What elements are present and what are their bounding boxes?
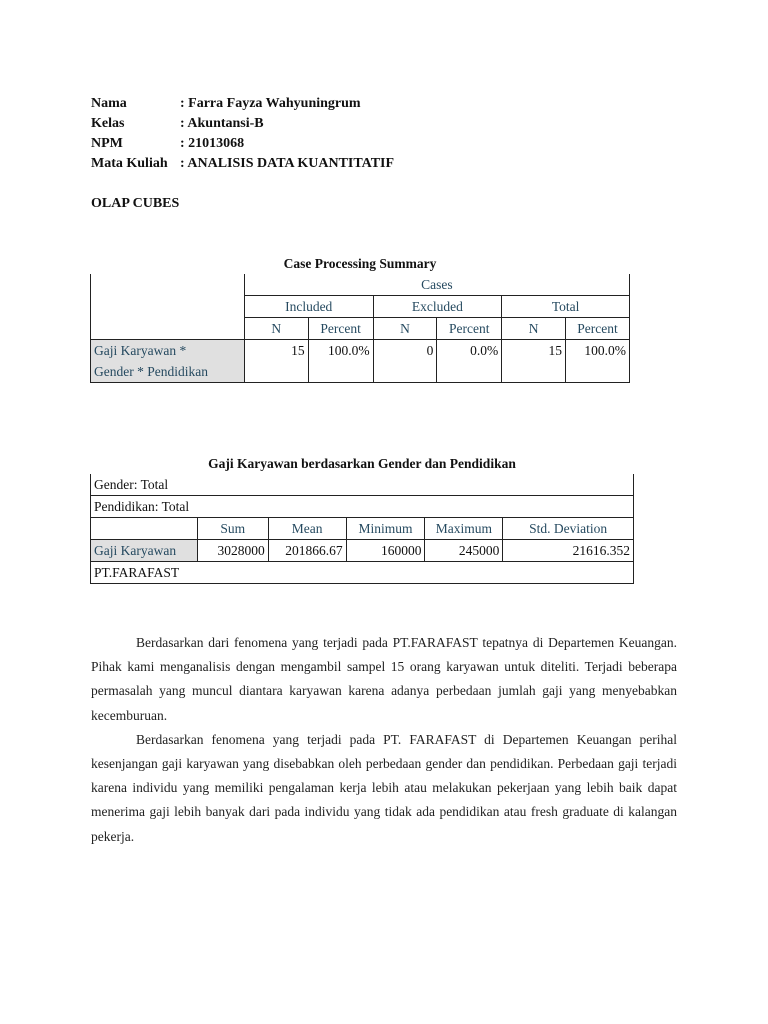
npm-value: : 21013068 <box>180 136 245 151</box>
cps-excluded-n: 0 <box>373 340 437 362</box>
cps-header-total: Total <box>502 296 630 318</box>
gaji-row-label: Gaji Karyawan <box>91 540 198 562</box>
npm-label: NPM <box>91 136 123 151</box>
cps-total-percent: 100.0% <box>566 340 630 362</box>
kelas-value: : Akuntansi-B <box>180 116 264 131</box>
gaji-karyawan-table <box>90 474 634 584</box>
section-title: OLAP CUBES <box>91 196 180 211</box>
cps-row-label-cont: Gender * Pendidikan <box>91 361 245 383</box>
col-mean: Mean <box>268 518 346 540</box>
info-row-npm <box>91 134 394 154</box>
mata-kuliah-value: : ANALISIS DATA KUANTITATIF <box>180 156 395 171</box>
gaji-mean: 201866.67 <box>268 540 346 562</box>
col-maximum: Maximum <box>425 518 503 540</box>
cps-header-n: N <box>244 318 308 340</box>
gaji-minimum: 160000 <box>346 540 425 562</box>
student-info <box>91 94 394 174</box>
cps-corner <box>91 274 245 296</box>
gaji-footer: PT.FARAFAST <box>91 562 634 584</box>
cps-header-n: N <box>502 318 566 340</box>
case-processing-table <box>90 274 630 383</box>
cps-header-percent: Percent <box>566 318 630 340</box>
cps-header-percent: Percent <box>437 318 502 340</box>
cps-header-percent: Percent <box>308 318 373 340</box>
col-sum: Sum <box>197 518 268 540</box>
cps-header-included: Included <box>244 296 373 318</box>
nama-label: Nama <box>91 96 127 111</box>
gaji-std-deviation: 21616.352 <box>503 540 634 562</box>
info-row-mata-kuliah <box>91 154 394 174</box>
gaji-sum: 3028000 <box>197 540 268 562</box>
cps-header-n: N <box>373 318 437 340</box>
pendidikan-line: Pendidikan: Total <box>91 496 634 518</box>
gaji-maximum: 245000 <box>425 540 503 562</box>
gaji-table-title: Gaji Karyawan berdasarkan Gender dan Pendidikan <box>208 456 516 471</box>
cps-header-excluded: Excluded <box>373 296 502 318</box>
gender-line: Gender: Total <box>91 474 634 496</box>
col-std-deviation: Std. Deviation <box>503 518 634 540</box>
cps-total-n: 15 <box>502 340 566 362</box>
cps-header-cases: Cases <box>244 274 629 296</box>
cps-excluded-percent: 0.0% <box>437 340 502 362</box>
cps-title: Case Processing Summary <box>283 256 437 271</box>
nama-value: : Farra Fayza Wahyuningrum <box>180 96 361 111</box>
cps-included-n: 15 <box>244 340 308 362</box>
info-row-kelas <box>91 114 394 134</box>
kelas-label: Kelas <box>91 116 125 131</box>
cps-row-label: Gaji Karyawan * <box>91 340 245 362</box>
col-minimum: Minimum <box>346 518 425 540</box>
paragraph-1: Berdasarkan dari fenomena yang terjadi pada PT.FARAFAST tepatnya di Departemen Keuangan. Pihak kami menganalisis dengan mengambil sampel 15 orang karyawan untuk diteliti. Terjadi beberapa permasalah yang muncul diantara karyawan karena adanya perbedaan jumlah gaji yang menyebabkan kecemburuan. <box>91 635 677 723</box>
paragraph-2: Berdasarkan fenomena yang terjadi pada PT. FARAFAST di Departemen Keuangan perihal kesenjangan gaji karyawan yang disebabkan oleh perbedaan gender dan pendidikan. Perbedaan gaji terjadi karena individu yang memiliki pengalaman kerja lebih atau melakukan pekerjaan yang lebih baik dapat menerima gaji lebih banyak dari pada individu yang tidak ada pendidikan atau fresh graduate di kalangan pekerja. <box>91 731 677 844</box>
cps-included-percent: 100.0% <box>308 340 373 362</box>
info-row-nama <box>91 94 394 114</box>
body-text <box>91 631 677 849</box>
mata-kuliah-label: Mata Kuliah <box>91 156 168 171</box>
